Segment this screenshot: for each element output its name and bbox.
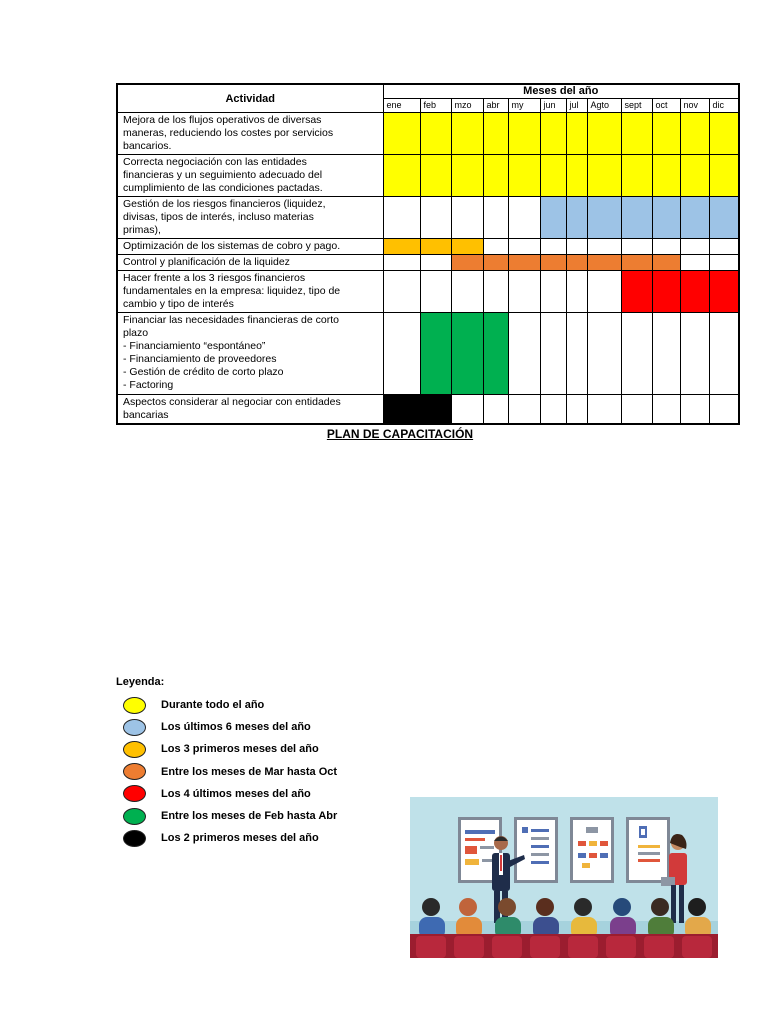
month-cell: [451, 395, 483, 425]
month-cell: [709, 313, 739, 395]
activity-cell: [117, 113, 383, 155]
month-cell: [587, 271, 621, 313]
month-cell: [483, 313, 508, 395]
month-cell: [483, 113, 508, 155]
month-cell: [451, 197, 483, 239]
month-cell: [566, 271, 587, 313]
month-cell: [652, 239, 680, 255]
month-header: nov: [680, 99, 709, 113]
activity-text-line: Mejora de los flujos operativos de diversas: [123, 114, 322, 126]
legend-title: Leyenda:: [116, 676, 165, 688]
month-cell: [587, 197, 621, 239]
legend-label: Los últimos 6 meses del año: [161, 721, 311, 734]
table-header: [117, 84, 739, 113]
month-cell: [709, 155, 739, 197]
activity-text-line: bancarias: [123, 409, 169, 421]
month-header: abr: [483, 99, 508, 113]
table-row: [117, 313, 739, 395]
month-cell: [566, 313, 587, 395]
activity-text-line: - Financiamiento de proveedores: [123, 353, 277, 365]
month-header: feb: [420, 99, 451, 113]
month-cell: [621, 255, 652, 271]
activity-text-line: plazo: [123, 327, 149, 339]
month-header: sept: [621, 99, 652, 113]
legend-item: [116, 827, 396, 849]
month-cell: [566, 239, 587, 255]
activity-schedule-table: [116, 83, 740, 425]
month-cell: [420, 255, 451, 271]
month-cell: [680, 155, 709, 197]
month-cell: [587, 395, 621, 425]
month-cell: [566, 255, 587, 271]
month-cell: [508, 255, 540, 271]
legend-color-swatch: [123, 808, 146, 825]
legend-label: Los 2 primeros meses del año: [161, 832, 319, 845]
month-cell: [652, 271, 680, 313]
month-cell: [587, 155, 621, 197]
activity-text-line: Optimización de los sistemas de cobro y pago.: [123, 240, 341, 252]
month-cell: [383, 113, 420, 155]
month-cell: [508, 155, 540, 197]
month-cell: [566, 155, 587, 197]
legend-label: Entre los meses de Feb hasta Abr: [161, 810, 338, 823]
poster-4: [626, 817, 670, 883]
month-header: mzo: [451, 99, 483, 113]
legend-color-swatch: [123, 697, 146, 714]
month-cell: [709, 113, 739, 155]
legend-label: Entre los meses de Mar hasta Oct: [161, 765, 338, 778]
activity-text-line: - Financiamiento “espontáneo”: [123, 340, 266, 352]
month-cell: [621, 313, 652, 395]
month-cell: [621, 239, 652, 255]
month-cell: [420, 197, 451, 239]
month-cell: [451, 239, 483, 255]
month-cell: [483, 155, 508, 197]
activity-text-line: Financiar las necesidades financieras de corto: [123, 314, 339, 326]
month-cell: [420, 155, 451, 197]
month-cell: [587, 313, 621, 395]
month-cell: [652, 155, 680, 197]
activity-text-line: Hacer frente a los 3 riesgos financieros: [123, 272, 306, 284]
month-cell: [540, 113, 566, 155]
table-row: [117, 255, 739, 271]
month-cell: [540, 271, 566, 313]
month-cell: [451, 255, 483, 271]
table-row: [117, 155, 739, 197]
activity-text-line: financieras y un seguimiento adecuado del: [123, 169, 323, 181]
page-title: PLAN DE CAPACITACIÓN: [326, 427, 474, 441]
month-cell: [621, 395, 652, 425]
activity-text-line: maneras, reduciendo los costes por servicios: [123, 127, 334, 139]
month-cell: [709, 395, 739, 425]
month-header: jul: [566, 99, 587, 113]
month-cell: [483, 239, 508, 255]
legend-label: Durante todo el año: [161, 699, 265, 712]
month-cell: [680, 113, 709, 155]
month-cell: [508, 113, 540, 155]
month-cell: [451, 313, 483, 395]
month-cell: [383, 255, 420, 271]
activity-text-line: fundamentales en la empresa: liquidez, tipo de: [123, 285, 341, 297]
month-cell: [420, 239, 451, 255]
activity-text-line: primas),: [123, 224, 161, 236]
month-cell: [652, 197, 680, 239]
month-cell: [566, 197, 587, 239]
legend-item: [116, 694, 396, 716]
month-cell: [652, 395, 680, 425]
month-cell: [680, 255, 709, 271]
table-row: [117, 113, 739, 155]
month-cell: [709, 239, 739, 255]
month-cell: [566, 395, 587, 425]
month-cell: [383, 271, 420, 313]
month-cell: [483, 395, 508, 425]
activity-text-line: bancarios.: [123, 140, 172, 152]
month-cell: [483, 271, 508, 313]
month-cell: [540, 395, 566, 425]
legend-items: [116, 694, 396, 849]
activity-text-line: cambio y tipo de interés: [123, 298, 234, 310]
training-illustration: [410, 797, 718, 958]
legend-item: [116, 761, 396, 783]
month-cell: [451, 271, 483, 313]
month-cell: [383, 395, 420, 425]
activity-cell: [117, 239, 383, 255]
month-cell: [483, 255, 508, 271]
legend-label: Los 4 últimos meses del año: [161, 787, 311, 800]
month-cell: [383, 197, 420, 239]
month-cell: [587, 239, 621, 255]
month-cell: [587, 113, 621, 155]
activity-text-line: Correcta negociación con las entidades: [123, 156, 307, 168]
legend-label: Los 3 primeros meses del año: [161, 743, 319, 756]
month-cell: [483, 197, 508, 239]
poster-3: [570, 817, 614, 883]
activity-text-line: - Factoring: [123, 379, 174, 391]
activity-cell: [117, 197, 383, 239]
table-row: [117, 395, 739, 425]
month-header: jun: [540, 99, 566, 113]
activity-text-line: divisas, tipos de interés, incluso materias: [123, 211, 314, 223]
month-cell: [566, 113, 587, 155]
month-cell: [508, 271, 540, 313]
month-cell: [540, 255, 566, 271]
month-cell: [383, 155, 420, 197]
month-cell: [540, 197, 566, 239]
month-cell: [383, 313, 420, 395]
legend: [116, 676, 396, 849]
month-cell: [508, 395, 540, 425]
month-cell: [680, 313, 709, 395]
month-cell: [540, 313, 566, 395]
table-body: [117, 113, 739, 425]
month-cell: [709, 271, 739, 313]
legend-color-swatch: [123, 741, 146, 758]
legend-color-swatch: [123, 763, 146, 780]
legend-item: [116, 738, 396, 760]
month-header: my: [508, 99, 540, 113]
month-cell: [680, 271, 709, 313]
month-header: ene: [383, 99, 420, 113]
month-cell: [709, 255, 739, 271]
month-cell: [451, 113, 483, 155]
legend-item: [116, 783, 396, 805]
activity-cell: [117, 255, 383, 271]
month-cell: [508, 239, 540, 255]
month-cell: [680, 239, 709, 255]
month-cell: [508, 197, 540, 239]
activity-cell: [117, 395, 383, 425]
month-cell: [420, 395, 451, 425]
month-cell: [451, 155, 483, 197]
month-header: Agto: [587, 99, 621, 113]
month-cell: [680, 197, 709, 239]
legend-item: [116, 805, 396, 827]
activity-cell: [117, 313, 383, 395]
month-cell: [621, 197, 652, 239]
month-cell: [508, 313, 540, 395]
month-cell: [587, 255, 621, 271]
month-cell: [621, 271, 652, 313]
table-row: [117, 239, 739, 255]
activity-cell: [117, 155, 383, 197]
activity-text-line: cumplimiento de las condiciones pactadas.: [123, 182, 323, 194]
activity-column-header: Actividad: [117, 84, 383, 113]
month-cell: [652, 113, 680, 155]
legend-item: [116, 716, 396, 738]
month-cell: [420, 113, 451, 155]
month-cell: [420, 271, 451, 313]
month-cell: [709, 197, 739, 239]
poster-2: [514, 817, 558, 883]
month-cell: [680, 395, 709, 425]
month-cell: [652, 255, 680, 271]
month-cell: [621, 155, 652, 197]
activity-text-line: - Gestión de crédito de corto plazo: [123, 366, 284, 378]
legend-color-swatch: [123, 830, 146, 847]
month-cell: [383, 239, 420, 255]
month-cell: [540, 239, 566, 255]
month-header: dic: [709, 99, 739, 113]
activity-text-line: Control y planificación de la liquidez: [123, 256, 290, 268]
chair-row: [410, 934, 718, 958]
activity-text-line: Aspectos considerar al negociar con entidades: [123, 396, 341, 408]
month-cell: [420, 313, 451, 395]
activity-cell: [117, 271, 383, 313]
table-row: [117, 271, 739, 313]
table-row: [117, 197, 739, 239]
month-cell: [540, 155, 566, 197]
months-header: Meses del año: [383, 84, 739, 99]
month-cell: [621, 113, 652, 155]
activity-text-line: Gestión de los riesgos financieros (liquidez,: [123, 198, 326, 210]
month-header: oct: [652, 99, 680, 113]
legend-color-swatch: [123, 785, 146, 802]
month-cell: [652, 313, 680, 395]
legend-color-swatch: [123, 719, 146, 736]
